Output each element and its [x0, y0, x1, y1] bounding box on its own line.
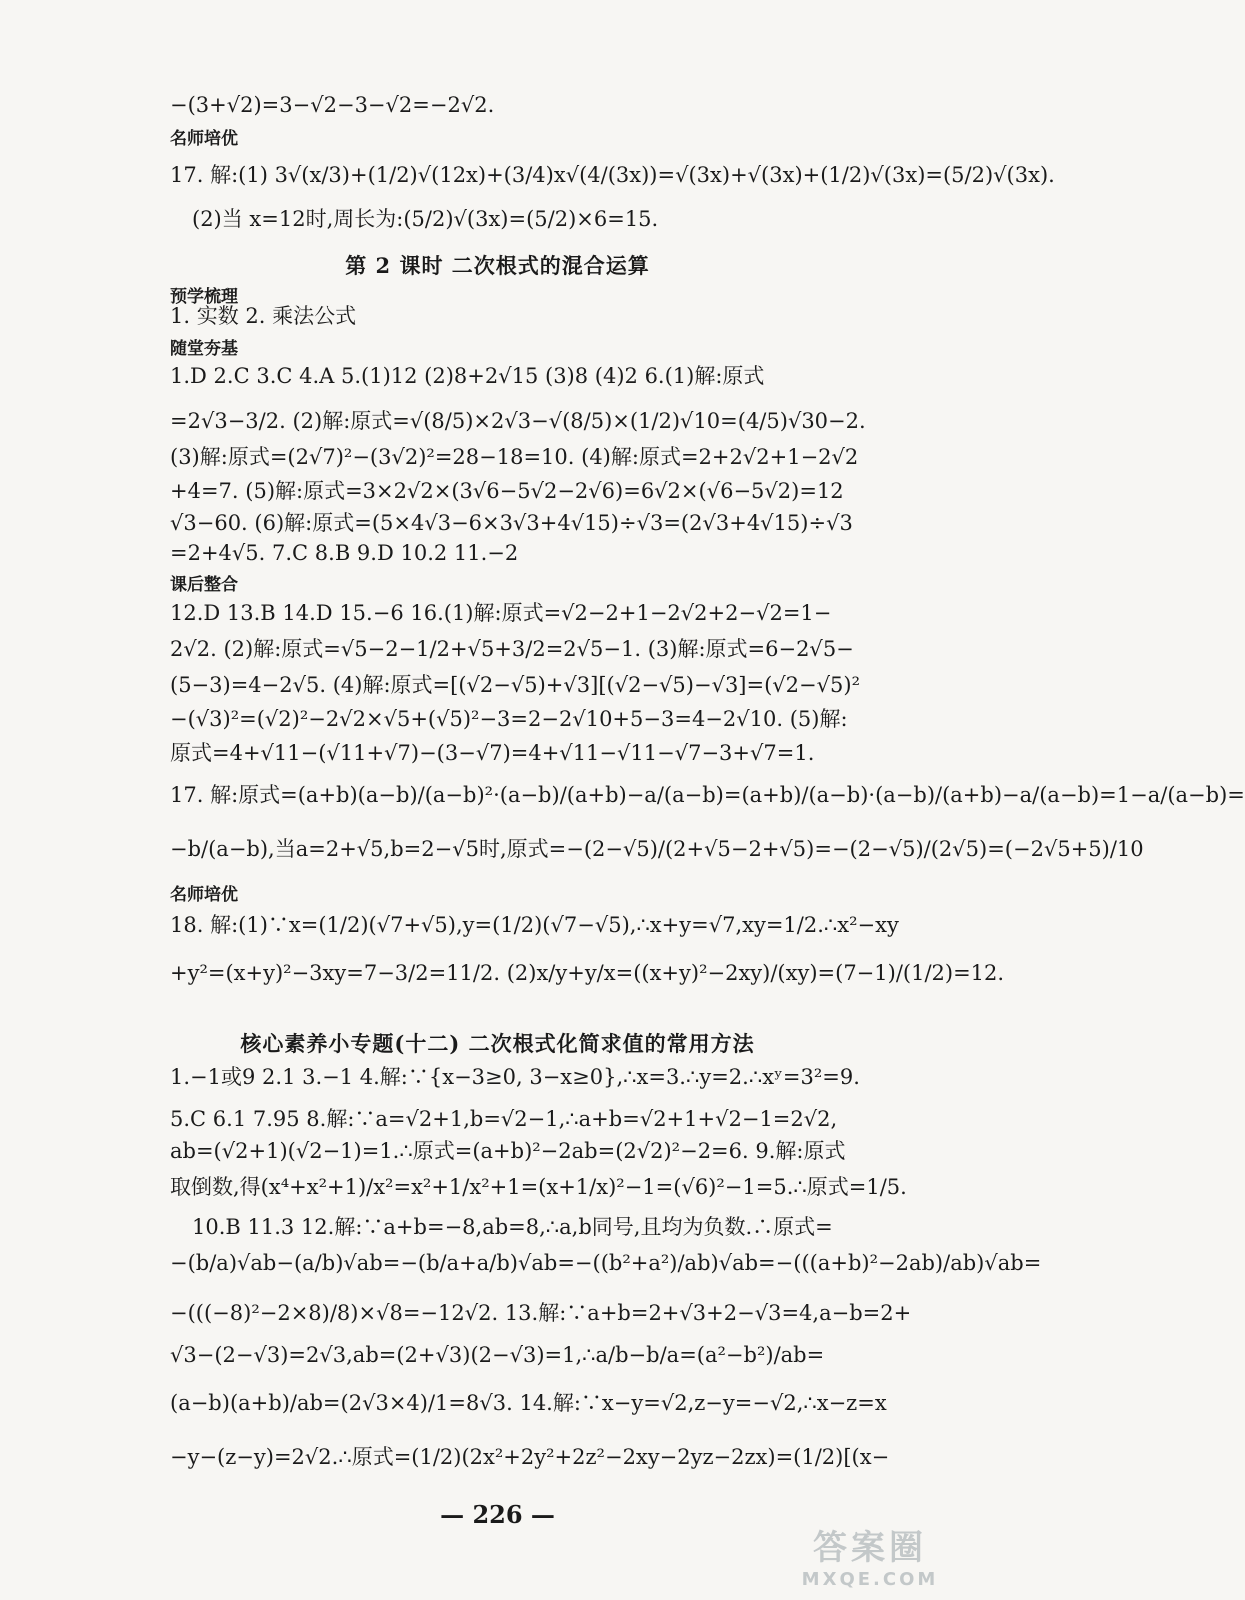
text-line: =2+4√5. 7.C 8.B 9.D 10.2 11.−2 [170, 541, 519, 565]
page-number: — 226 — [440, 1500, 555, 1529]
text-line: (5−3)=4−2√5. (4)解:原式=[(√2−√5)+√3][(√2−√5)−√3]=(√2−√5)² [170, 673, 860, 697]
section-heading-suitang: 随堂夯基 [170, 339, 238, 359]
text-line: +4=7. (5)解:原式=3×2√2×(3√6−5√2−2√6)=6√2×(√6−5√2)=12 [170, 479, 844, 503]
text-line: (3)解:原式=(2√7)²−(3√2)²=28−18=10. (4)解:原式=2+2√2+1−2√2 [170, 445, 859, 469]
watermark-url: MXQE.COM [801, 1569, 939, 1590]
watermark-text: 答案圈 [813, 1528, 927, 1568]
text-line: 2√2. (2)解:原式=√5−2−1/2+√5+3/2=2√5−1. (3)解:原式=6−2√5− [170, 637, 854, 661]
text-line: 5.C 6.1 7.95 8.解:∵a=√2+1,b=√2−1,∴a+b=√2+1+√2−1=2√2, [170, 1107, 838, 1131]
text-line: ab=(√2+1)(√2−1)=1.∴原式=(a+b)²−2ab=(2√2)²−2=6. 9.解:原式 [170, 1139, 846, 1163]
text-line: 1.−1或9 2.1 3.−1 4.解:∵{x−3≥0, 3−x≥0},∴x=3.∴y=2.∴xʸ=3²=9. [170, 1065, 860, 1089]
text-line: 17. 解:(1) 3√(x/3)+(1/2)√(12x)+(3/4)x√(4/(3x))=√(3x)+√(3x)+(1/2)√(3x)=(5/2)√(3x). [170, 163, 1055, 187]
text-line: 原式=4+√11−(√11+√7)−(3−√7)=4+√11−√11−√7−3+√7=1. [170, 741, 815, 765]
section-heading-kehou: 课后整合 [170, 575, 238, 595]
section-heading-mingshi: 名师培优 [170, 129, 238, 149]
watermark-logo [765, 1520, 975, 1590]
text-line: √3−60. (6)解:原式=(5×4√3−6×3√3+4√15)÷√3=(2√3+4√15)÷√3 [170, 511, 853, 535]
text-line: +y²=(x+y)²−3xy=7−3/2=11/2. (2)x/y+y/x=((x+y)²−2xy)/(xy)=(7−1)/(1/2)=12. [170, 961, 1005, 985]
lesson-title: 第 2 课时 二次根式的混合运算 [345, 253, 650, 278]
topic-title: 核心素养小专题(十二) 二次根式化简求值的常用方法 [240, 1031, 755, 1056]
text-line: (a−b)(a+b)/ab=(2√3×4)/1=8√3. 14.解:∵x−y=√2,z−y=−√2,∴x−z=x [170, 1391, 887, 1415]
text-line: (2)当 x=12时,周长为:(5/2)√(3x)=(5/2)×6=15. [192, 207, 659, 231]
text-line: −y−(z−y)=2√2.∴原式=(1/2)(2x²+2y²+2z²−2xy−2yz−2zx)=(1/2)[(x− [170, 1445, 890, 1469]
text-line: =2√3−3/2. (2)解:原式=√(8/5)×2√3−√(8/5)×(1/2)√10=(4/5)√30−2. [170, 409, 866, 433]
text-line: −(((−8)²−2×8)/8)×√8=−12√2. 13.解:∵a+b=2+√3+2−√3=4,a−b=2+ [170, 1301, 912, 1325]
text-line: −b/(a−b),当a=2+√5,b=2−√5时,原式=−(2−√5)/(2+√5−2+√5)=−(2−√5)/(2√5)=(−2√5+5)/10 [170, 837, 1144, 861]
text-line: 10.B 11.3 12.解:∵a+b=−8,ab=8,∴a,b同号,且均为负数.∴原式= [192, 1215, 833, 1239]
text-line: 1.D 2.C 3.C 4.A 5.(1)12 (2)8+2√15 (3)8 (4)2 6.(1)解:原式 [170, 364, 765, 388]
text-line: 取倒数,得(x⁴+x²+1)/x²=x²+1/x²+1=(x+1/x)²−1=(√6)²−1=5.∴原式=1/5. [170, 1175, 907, 1199]
text-line: −(3+√2)=3−√2−3−√2=−2√2. [170, 93, 495, 117]
section-heading-mingshi-2: 名师培优 [170, 885, 238, 905]
text-line: 17. 解:原式=(a+b)(a−b)/(a−b)²·(a−b)/(a+b)−a/(a−b)=(a+b)/(a−b)·(a−b)/(a+b)−a/(a−b)=1−a/(a−b)= [170, 783, 1245, 807]
section-heading-yuxue: 预学梳理 [170, 287, 238, 307]
text-line: −(b/a)√ab−(a/b)√ab=−(b/a+a/b)√ab=−((b²+a²)/ab)√ab=−(((a+b)²−2ab)/ab)√ab= [170, 1251, 1042, 1275]
text-line: 1. 实数 2. 乘法公式 [170, 304, 357, 328]
text-line: 18. 解:(1)∵x=(1/2)(√7+√5),y=(1/2)(√7−√5),∴x+y=√7,xy=1/2.∴x²−xy [170, 913, 899, 937]
text-line: 12.D 13.B 14.D 15.−6 16.(1)解:原式=√2−2+1−2√2+2−√2=1− [170, 601, 832, 625]
text-line: √3−(2−√3)=2√3,ab=(2+√3)(2−√3)=1,∴a/b−b/a=(a²−b²)/ab= [170, 1343, 825, 1367]
text-line: −(√3)²=(√2)²−2√2×√5+(√5)²−3=2−2√10+5−3=4−2√10. (5)解: [170, 707, 848, 731]
